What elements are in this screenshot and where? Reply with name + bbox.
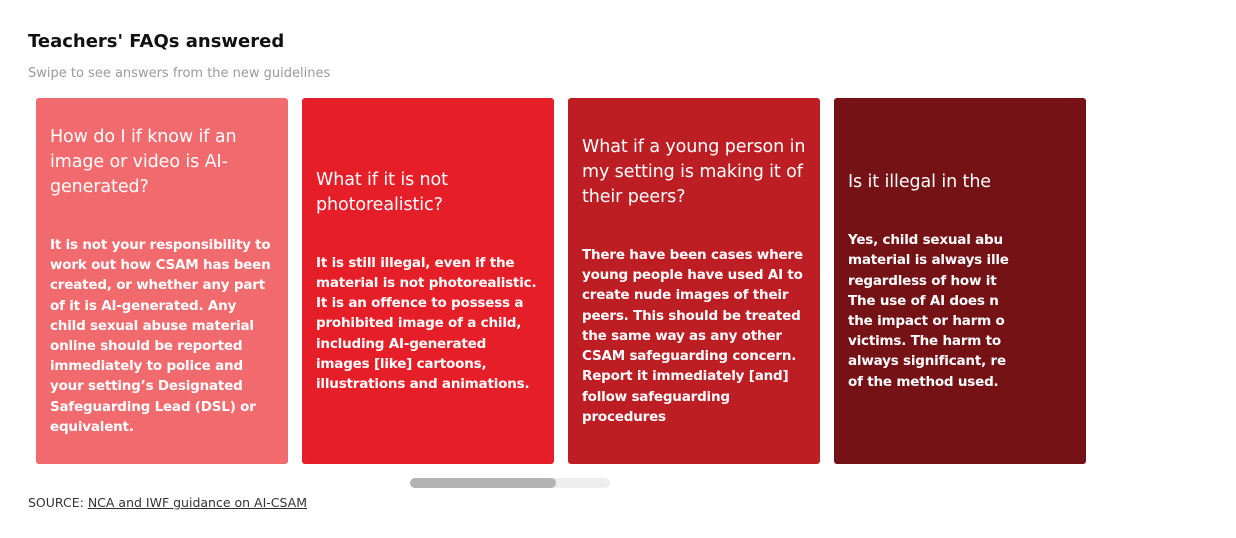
answer-line: of the method used.: [848, 373, 999, 390]
answer-line: victims. The harm to: [848, 333, 1001, 350]
faq-card-not-photorealistic[interactable]: [302, 98, 554, 464]
source-link[interactable]: NCA and IWF guidance on AI-CSAM: [87, 495, 308, 510]
carousel-scrollbar[interactable]: [410, 478, 610, 488]
answer-line: Yes, child sexual abu: [848, 232, 1003, 249]
answer-line: material is always ille: [848, 252, 1009, 269]
carousel-track: [36, 98, 1236, 464]
answer-line: The use of AI does n: [848, 292, 999, 309]
answer-line: regardless of how it: [848, 272, 997, 289]
faq-card-question: How do I if know if an image or video is AI-generated?: [50, 126, 237, 197]
faq-card-is-it-illegal[interactable]: [834, 98, 1086, 464]
faq-card-answer: It is still illegal, even if the material is not photorealistic. It is an offence to possess a prohibited image of a child, including AI-generated images [like] cartoons, illustrations and animations.: [316, 254, 537, 392]
faq-carousel[interactable]: [36, 98, 1009, 464]
faq-card-ai-generated[interactable]: [36, 98, 288, 464]
answer-line: always significant, re: [848, 353, 1006, 370]
faq-card-answer: There have been cases where young people have used AI to create nude images of their peers. This should be treated the same way as any other CSAM safeguarding concern. Report it immediately [and] follow safeguarding procedures: [582, 247, 803, 425]
page-title: Teachers' FAQs answered: [28, 31, 285, 52]
answer-line: the impact or harm o: [848, 313, 1005, 329]
source-note: [28, 495, 307, 510]
faq-card-question: What if it is not photorealistic?: [316, 169, 448, 215]
scrollbar-thumb[interactable]: [410, 478, 556, 488]
faq-card-question: What if a young person in my setting is making it of their peers?: [582, 137, 806, 208]
faq-card-young-person[interactable]: [568, 98, 820, 464]
page-subtitle: Swipe to see answers from the new guidelines: [28, 66, 331, 81]
source-label: SOURCE:: [28, 495, 84, 510]
faq-card-question: Is it illegal in the: [848, 172, 991, 193]
faq-card-answer: [848, 230, 1072, 392]
faq-card-answer: It is not your responsibility to work out how CSAM has been created, or whether any part of it is AI-generated. Any child sexual abuse material online should be reported immediately to police and your setting’s Designated Safeguarding Lead (DSL) or equivalent.: [50, 236, 271, 435]
